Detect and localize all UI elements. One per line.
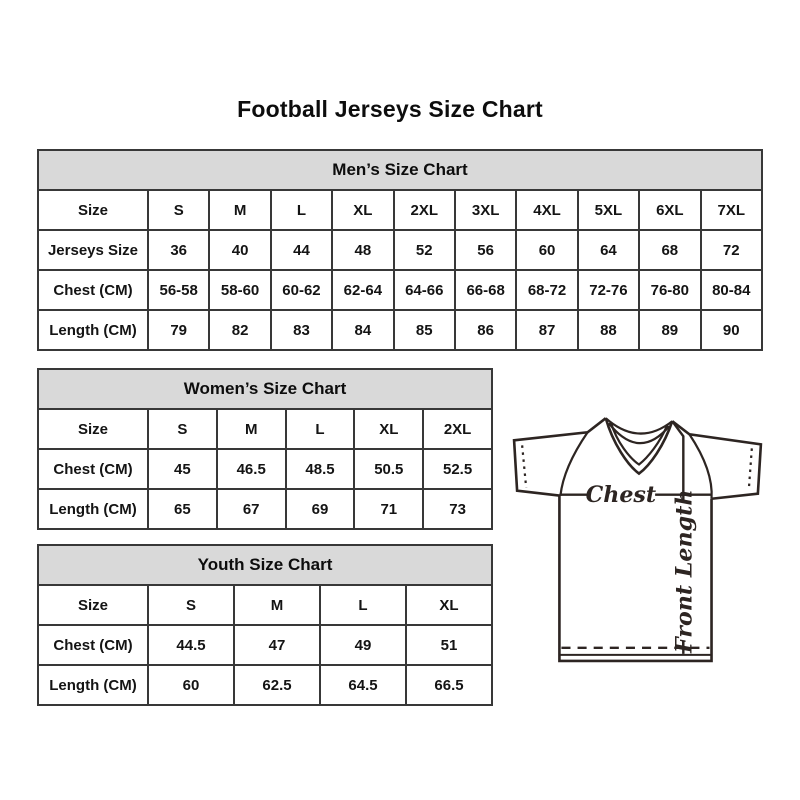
value-cell: 5XL [578, 190, 639, 230]
row-label-cell: Jerseys Size [38, 230, 148, 270]
value-cell: 47 [234, 625, 320, 665]
value-cell: M [209, 190, 270, 230]
value-cell: 85 [394, 310, 455, 350]
table-row [38, 585, 492, 625]
value-cell: 66.5 [406, 665, 492, 705]
row-label-cell: Chest (CM) [38, 449, 148, 489]
value-cell: M [234, 585, 320, 625]
value-cell: 72 [701, 230, 762, 270]
jersey-left-armhole-seam [560, 432, 587, 495]
value-cell: 6XL [639, 190, 700, 230]
value-cell: 44 [271, 230, 332, 270]
mens-table-title: Men’s Size Chart [38, 150, 762, 190]
value-cell: 62.5 [234, 665, 320, 705]
value-cell: 88 [578, 310, 639, 350]
value-cell: 86 [455, 310, 516, 350]
table-row [38, 625, 492, 665]
jersey-illustration [502, 394, 776, 670]
row-label-cell: Length (CM) [38, 665, 148, 705]
value-cell: 64-66 [394, 270, 455, 310]
value-cell: S [148, 190, 209, 230]
value-cell: L [271, 190, 332, 230]
chest-label: Chest [585, 481, 657, 508]
youth-table-title: Youth Size Chart [38, 545, 492, 585]
value-cell: 68-72 [516, 270, 577, 310]
jersey-right-cuff-dotted [749, 448, 752, 489]
row-label-cell: Chest (CM) [38, 625, 148, 665]
youth-size-table [37, 544, 493, 706]
value-cell: 60-62 [271, 270, 332, 310]
jersey-right-sleeve-outline [672, 421, 761, 499]
value-cell: XL [332, 190, 393, 230]
row-label-cell: Chest (CM) [38, 270, 148, 310]
value-cell: 56 [455, 230, 516, 270]
row-label-cell: Length (CM) [38, 489, 148, 529]
value-cell: 67 [217, 489, 286, 529]
table-row [38, 310, 762, 350]
value-cell: 48 [332, 230, 393, 270]
value-cell: 60 [148, 665, 234, 705]
row-label-cell: Size [38, 409, 148, 449]
value-cell: 3XL [455, 190, 516, 230]
table-row [38, 230, 762, 270]
value-cell: XL [406, 585, 492, 625]
value-cell: 7XL [701, 190, 762, 230]
value-cell: 64.5 [320, 665, 406, 705]
value-cell: 68 [639, 230, 700, 270]
value-cell: 87 [516, 310, 577, 350]
value-cell: 69 [286, 489, 355, 529]
value-cell: 62-64 [332, 270, 393, 310]
value-cell: 73 [423, 489, 492, 529]
table-row [38, 190, 762, 230]
value-cell: 52 [394, 230, 455, 270]
value-cell: L [320, 585, 406, 625]
mens-size-table [37, 149, 763, 351]
value-cell: 89 [639, 310, 700, 350]
jersey-left-cuff-dotted [522, 445, 526, 487]
value-cell: 46.5 [217, 449, 286, 489]
value-cell: XL [354, 409, 423, 449]
value-cell: 40 [209, 230, 270, 270]
value-cell: 71 [354, 489, 423, 529]
value-cell: 76-80 [639, 270, 700, 310]
value-cell: 83 [271, 310, 332, 350]
value-cell: 66-68 [455, 270, 516, 310]
value-cell: 65 [148, 489, 217, 529]
value-cell: S [148, 585, 234, 625]
womens-table-title: Women’s Size Chart [38, 369, 492, 409]
value-cell: 84 [332, 310, 393, 350]
value-cell: 51 [406, 625, 492, 665]
value-cell: 36 [148, 230, 209, 270]
value-cell: 48.5 [286, 449, 355, 489]
table-row [38, 489, 492, 529]
value-cell: 72-76 [578, 270, 639, 310]
row-label-cell: Length (CM) [38, 310, 148, 350]
table-row [38, 409, 492, 449]
value-cell: 2XL [394, 190, 455, 230]
table-row [38, 449, 492, 489]
front-length-label: Front Length [671, 489, 698, 654]
page-title: Football Jerseys Size Chart [237, 96, 543, 122]
jersey-measurement-diagram [502, 394, 776, 670]
table-row [38, 270, 762, 310]
value-cell: 50.5 [354, 449, 423, 489]
value-cell: 45 [148, 449, 217, 489]
value-cell: 79 [148, 310, 209, 350]
value-cell: 4XL [516, 190, 577, 230]
table-row [38, 665, 492, 705]
value-cell: S [148, 409, 217, 449]
value-cell: 2XL [423, 409, 492, 449]
row-label-cell: Size [38, 190, 148, 230]
value-cell: 56-58 [148, 270, 209, 310]
womens-size-table [37, 368, 493, 530]
value-cell: 60 [516, 230, 577, 270]
row-label-cell: Size [38, 585, 148, 625]
value-cell: M [217, 409, 286, 449]
value-cell: 80-84 [701, 270, 762, 310]
value-cell: 58-60 [209, 270, 270, 310]
value-cell: 52.5 [423, 449, 492, 489]
value-cell: 82 [209, 310, 270, 350]
value-cell: L [286, 409, 355, 449]
value-cell: 90 [701, 310, 762, 350]
value-cell: 49 [320, 625, 406, 665]
jersey-right-armhole-seam [689, 434, 711, 498]
value-cell: 64 [578, 230, 639, 270]
value-cell: 44.5 [148, 625, 234, 665]
